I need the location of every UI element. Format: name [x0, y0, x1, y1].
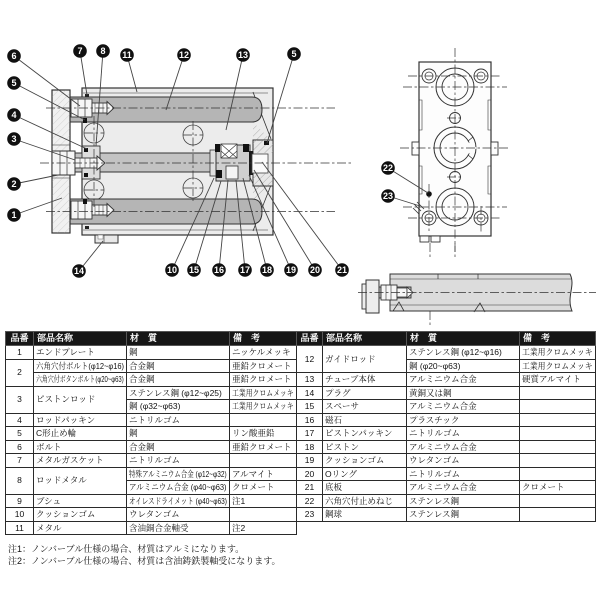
column-header: 品番 — [6, 332, 34, 346]
cushion-rubber — [226, 166, 238, 179]
svg-text:4: 4 — [11, 110, 17, 121]
column-header: 備 考 — [520, 332, 596, 346]
table-cell: 6 — [6, 440, 34, 454]
table-cell: アルミニウム合金 — [407, 400, 520, 414]
table-cell: 注1 — [230, 494, 297, 508]
svg-text:10: 10 — [166, 265, 178, 276]
table-cell — [230, 454, 297, 468]
callout-23 — [381, 189, 420, 206]
table-cell: エンドプレート — [34, 346, 127, 360]
rod-packing — [84, 173, 88, 177]
end-view — [400, 48, 510, 252]
table-cell: 14 — [297, 386, 323, 400]
table-row — [297, 400, 596, 414]
table-cell: アルミニウム合金 — [407, 373, 520, 387]
table-row — [297, 440, 596, 454]
table-cell — [230, 413, 297, 427]
table-cell: 鋼 (φ32~φ63) — [127, 400, 230, 414]
table-row — [6, 521, 297, 535]
table-cell: 5 — [6, 427, 34, 441]
svg-text:20: 20 — [309, 265, 321, 276]
table-cell: 23 — [297, 508, 323, 522]
svg-text:17: 17 — [239, 265, 251, 276]
callout-21 — [262, 162, 349, 277]
table-cell — [520, 413, 596, 427]
table-row — [6, 427, 297, 441]
svg-text:3: 3 — [11, 134, 17, 145]
table-row — [297, 467, 596, 481]
table-cell: 10 — [6, 508, 34, 522]
table-cell: 注2 — [230, 521, 297, 535]
table-cell: 7 — [6, 454, 34, 468]
table-row — [297, 346, 596, 360]
table-cell: 15 — [297, 400, 323, 414]
table-cell: チューブ本体 — [323, 373, 407, 387]
table-cell: 22 — [297, 494, 323, 508]
table-cell — [520, 508, 596, 522]
svg-text:22: 22 — [382, 163, 394, 174]
table-cell: 鋼 (φ20~φ63) — [407, 359, 520, 373]
table-cell: 12 — [297, 346, 323, 373]
table-row — [6, 373, 297, 387]
table-cell: 磁石 — [323, 413, 407, 427]
table-cell — [230, 508, 297, 522]
svg-text:19: 19 — [285, 265, 297, 276]
column-header: 部品名称 — [323, 332, 407, 346]
magnet — [221, 144, 237, 158]
foot-tab — [420, 236, 429, 242]
table-cell: 特殊アルミニウム合金 (φ12~φ32) — [127, 467, 230, 481]
foot-tab — [431, 236, 440, 242]
table-cell: アルミニウム合金 — [407, 440, 520, 454]
c-ring — [264, 141, 269, 145]
table-row — [6, 467, 297, 481]
table-cell: 工業用クロムメッキ — [520, 359, 596, 373]
svg-text:6: 6 — [11, 51, 17, 62]
table-cell: クッションゴム — [34, 508, 127, 522]
table-row — [6, 359, 297, 373]
table-cell: 17 — [297, 427, 323, 441]
table-cell: 含油銅合金軸受 — [127, 521, 230, 535]
table-cell: ピストンパッキン — [323, 427, 407, 441]
end-plate — [362, 280, 379, 313]
callout-7 — [73, 44, 87, 95]
table-cell — [520, 454, 596, 468]
table-cell: 16 — [297, 413, 323, 427]
svg-text:11: 11 — [122, 50, 132, 61]
table-row — [297, 508, 596, 522]
c-ring — [83, 199, 87, 204]
table-cell: オイレスドライメット (φ40~φ63) — [127, 494, 230, 508]
svg-text:13: 13 — [237, 50, 249, 61]
table-cell: 亜鉛クロメート — [230, 440, 297, 454]
table-cell: 六角穴付ボタンボルト(φ20~φ63) — [34, 373, 127, 387]
table-cell: 3 — [6, 386, 34, 413]
table-cell: 亜鉛クロメート — [230, 373, 297, 387]
table-cell: ガイドロッド — [323, 346, 407, 373]
table-cell: 硬質アルマイト — [520, 373, 596, 387]
svg-text:5: 5 — [11, 78, 17, 89]
table-cell: アルマイト — [230, 467, 297, 481]
table-cell: ステンレス鋼 (φ12~φ25) — [127, 386, 230, 400]
table-cell: メタル — [34, 521, 127, 535]
table-cell — [520, 386, 596, 400]
table-cell: ステンレス鋼 — [407, 508, 520, 522]
svg-text:23: 23 — [382, 191, 394, 202]
table-row — [297, 413, 596, 427]
table-cell: 黄銅又は鋼 — [407, 386, 520, 400]
parts-table-left — [5, 331, 297, 535]
svg-text:21: 21 — [336, 265, 348, 276]
table-cell: スペーサ — [323, 400, 407, 414]
column-header: 備 考 — [230, 332, 297, 346]
table-cell: 21 — [297, 481, 323, 495]
svg-text:16: 16 — [213, 265, 225, 276]
table-cell: クロメート — [520, 481, 596, 495]
table-cell: 合金鋼 — [127, 373, 230, 387]
table-row — [6, 413, 297, 427]
table-cell — [520, 440, 596, 454]
table-cell: ニトリルゴム — [127, 454, 230, 468]
table-cell: メタルガスケット — [34, 454, 127, 468]
table-cell: ステンレス鋼 (φ12~φ16) — [407, 346, 520, 360]
callout-2 — [7, 175, 58, 191]
svg-text:8: 8 — [100, 46, 106, 57]
column-header: 部品名称 — [34, 332, 127, 346]
column-header: 品番 — [297, 332, 323, 346]
table-cell: 20 — [297, 467, 323, 481]
table-row — [297, 494, 596, 508]
table-cell: リン酸亜鉛 — [230, 427, 297, 441]
table-cell: 8 — [6, 467, 34, 494]
column-header: 材 質 — [407, 332, 520, 346]
table-cell: ロッドパッキン — [34, 413, 127, 427]
table-cell: 工業用クロムメッキ — [230, 386, 297, 400]
table-row — [297, 386, 596, 400]
table-row — [297, 481, 596, 495]
table-cell: ピストンロッド — [34, 386, 127, 413]
table-cell: 4 — [6, 413, 34, 427]
table-row — [6, 508, 297, 522]
side-tab — [412, 142, 419, 155]
table-cell: ニトリルゴム — [407, 427, 520, 441]
table-cell: 合金鋼 — [127, 440, 230, 454]
table-cell — [520, 427, 596, 441]
svg-text:5: 5 — [291, 49, 297, 60]
piston-packing — [243, 144, 249, 152]
table-cell: プラスチック — [407, 413, 520, 427]
column-header: 材 質 — [127, 332, 230, 346]
footnote-1: 注1：ノンバーブル仕様の場合、材質はアルミになります。 — [8, 544, 245, 554]
table-cell: 1 — [6, 346, 34, 360]
piston-packing — [215, 144, 220, 152]
footnote-2: 注2：ノンバーブル仕様の場合、材質は含油鋳鉄製軸受になります。 — [8, 555, 281, 566]
table-cell: 工業用クロムメッキ — [520, 346, 596, 360]
table-cell: 18 — [297, 440, 323, 454]
table-cell — [520, 400, 596, 414]
svg-text:2: 2 — [11, 179, 17, 190]
table-cell: アルミニウム合金 (φ40~φ63) — [127, 481, 230, 495]
table-row — [6, 440, 297, 454]
svg-text:12: 12 — [178, 50, 190, 61]
table-row — [6, 454, 297, 468]
table-row — [6, 346, 297, 360]
table-row — [6, 494, 297, 508]
table-cell: ブシュ — [34, 494, 127, 508]
table-cell: ニトリルゴム — [407, 467, 520, 481]
table-cell: 工業用クロムメッキ — [230, 400, 297, 414]
svg-text:1: 1 — [11, 210, 17, 221]
table-cell: 19 — [297, 454, 323, 468]
table-cell: ボルト — [34, 440, 127, 454]
table-cell — [520, 467, 596, 481]
table-cell — [520, 494, 596, 508]
table-cell: 亜鉛クロメート — [230, 359, 297, 373]
table-cell: 鋼 — [127, 346, 230, 360]
side-tab — [491, 142, 498, 155]
c-ring — [83, 118, 87, 123]
table-cell: 2 — [6, 359, 34, 386]
table-row — [297, 427, 596, 441]
metal-gasket — [85, 226, 89, 229]
table-cell: C形止め輪 — [34, 427, 127, 441]
piston-packing — [216, 170, 222, 178]
table-cell: ウレタンゴム — [127, 508, 230, 522]
table-cell: ステンレス鋼 — [407, 494, 520, 508]
table-cell: 鋼球 — [323, 508, 407, 522]
svg-text:7: 7 — [77, 46, 83, 57]
table-row — [297, 454, 596, 468]
table-cell: ウレタンゴム — [407, 454, 520, 468]
table-cell: プラグ — [323, 386, 407, 400]
table-cell: 11 — [6, 521, 34, 535]
table-cell: クロメート — [230, 481, 297, 495]
table-cell: Oリング — [323, 467, 407, 481]
table-row — [6, 386, 297, 400]
table-cell: ピストン — [323, 440, 407, 454]
table-cell: ロッドメタル — [34, 467, 127, 494]
table-row — [297, 373, 596, 387]
table-cell: 六角穴付ボルト(φ12~φ16) — [34, 359, 127, 373]
svg-text:18: 18 — [261, 265, 273, 276]
table-cell: 鋼 — [127, 427, 230, 441]
plug — [95, 235, 118, 243]
table-cell: クッションゴム — [323, 454, 407, 468]
side-view — [358, 243, 596, 325]
table-cell: 合金鋼 — [127, 359, 230, 373]
svg-text:15: 15 — [188, 265, 200, 276]
table-cell: ニトリルゴム — [127, 413, 230, 427]
svg-text:14: 14 — [73, 266, 85, 277]
parts-table-right — [296, 331, 596, 522]
table-cell: 六角穴付止めねじ — [323, 494, 407, 508]
table-cell: ニッケルメッキ — [230, 346, 297, 360]
footnotes — [8, 544, 281, 567]
table-cell: アルミニウム合金 — [407, 481, 520, 495]
table-cell: 底板 — [323, 481, 407, 495]
callout-11 — [120, 48, 137, 92]
table-cell: 13 — [297, 373, 323, 387]
table-cell: 9 — [6, 494, 34, 508]
callout-14 — [72, 241, 103, 278]
